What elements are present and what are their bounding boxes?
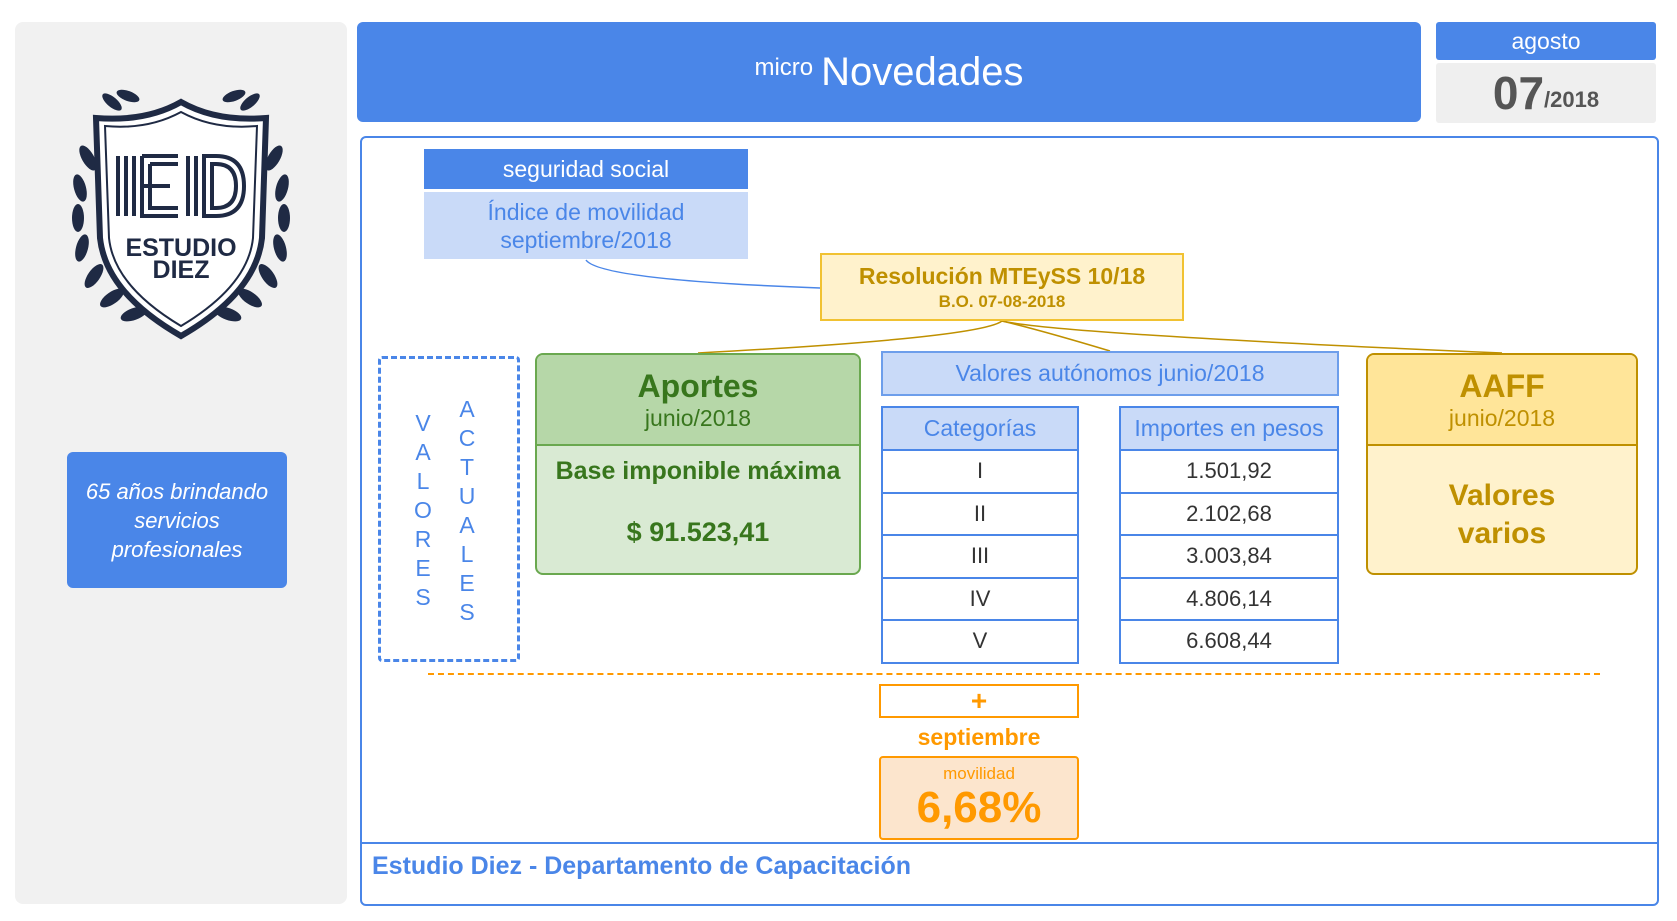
aaff-subtitle: junio/2018 <box>1448 404 1556 431</box>
letter: U <box>458 483 476 509</box>
letter: L <box>416 468 430 494</box>
actuales-vertical-text <box>452 395 482 627</box>
importe-cell: 2.102,68 <box>1120 493 1338 536</box>
table-row <box>882 620 1078 663</box>
aaff-line1: Valores <box>1448 479 1556 512</box>
importe-cell: 4.806,14 <box>1120 578 1338 621</box>
resolucion-subtitle: B.O. 07-08-2018 <box>938 291 1066 311</box>
letter: L <box>460 541 474 567</box>
letter: A <box>459 512 475 538</box>
categoria-cell: IV <box>882 578 1078 621</box>
column-header-importes: Importes en pesos <box>1120 407 1338 450</box>
table-row <box>882 450 1078 493</box>
autonomos-title: Valores autónomos junio/2018 <box>881 351 1339 396</box>
importe-cell: 6.608,44 <box>1120 620 1338 663</box>
categorias-table <box>881 406 1079 664</box>
date-box <box>1436 63 1656 123</box>
table-row <box>882 493 1078 536</box>
categoria-cell: I <box>882 450 1078 493</box>
letter: S <box>415 584 431 610</box>
footer-text: Estudio Diez - Departamento de Capacitación <box>372 852 911 880</box>
tagline-badge: 65 años brindando servicios profesionales <box>67 452 287 588</box>
header-micro: micro <box>754 53 814 81</box>
letter: A <box>415 439 431 465</box>
indice-line2: septiembre/2018 <box>500 226 672 253</box>
importe-cell: 3.003,84 <box>1120 535 1338 578</box>
logo-name-line1: ESTUDIO <box>125 234 237 262</box>
resolucion-box <box>820 253 1184 321</box>
movilidad-value: 6,68% <box>916 783 1042 832</box>
letter: E <box>459 570 475 596</box>
date-year: /2018 <box>1544 87 1600 112</box>
letter: S <box>459 599 475 625</box>
movilidad-box <box>879 756 1079 840</box>
categoria-cell: V <box>882 620 1078 663</box>
aaff-line2: varios <box>1457 517 1547 550</box>
categoria-cell: II <box>882 493 1078 536</box>
date-month: agosto <box>1436 22 1656 60</box>
resolucion-title: Resolución MTEySS 10/18 <box>858 262 1146 289</box>
shield-laurel-icon <box>66 88 296 348</box>
aportes-title: Aportes <box>637 367 759 404</box>
header-banner <box>357 22 1421 122</box>
base-imponible-value: $ 91.523,41 <box>626 517 770 547</box>
aaff-header <box>1368 355 1636 446</box>
letter: O <box>414 497 432 523</box>
aportes-header <box>537 355 859 446</box>
letter: V <box>415 410 431 436</box>
indice-movilidad-box <box>424 192 748 259</box>
estudio-diez-logo <box>66 88 296 348</box>
table-row <box>882 578 1078 621</box>
aaff-body <box>1368 477 1636 553</box>
letter: C <box>458 425 476 451</box>
logo-name-line2: DIEZ <box>152 256 210 284</box>
categoria-cell: III <box>882 535 1078 578</box>
movilidad-label: movilidad <box>943 764 1015 783</box>
importe-cell: 1.501,92 <box>1120 450 1338 493</box>
aportes-subtitle: junio/2018 <box>644 404 752 431</box>
letter: E <box>415 555 431 581</box>
table-row <box>1120 450 1338 493</box>
table-row <box>882 535 1078 578</box>
seguridad-social-label: seguridad social <box>424 149 748 189</box>
aportes-card <box>535 353 861 575</box>
letter: R <box>414 526 432 552</box>
table-row <box>1120 535 1338 578</box>
movilidad-month: septiembre <box>917 724 1041 750</box>
importes-table <box>1119 406 1339 664</box>
letter: T <box>459 454 475 480</box>
plus-badge: + <box>879 684 1079 718</box>
base-imponible-label: Base imponible máxima <box>555 457 841 485</box>
valores-vertical-text <box>408 409 438 612</box>
dashed-divider <box>428 673 1600 675</box>
table-row <box>1120 578 1338 621</box>
aaff-title: AAFF <box>1459 367 1545 404</box>
column-header-categorias: Categorías <box>882 407 1078 450</box>
valores-actuales-box <box>378 356 520 662</box>
letter: A <box>459 396 475 422</box>
table-row <box>1120 493 1338 536</box>
page-title: Novedades <box>821 49 1024 94</box>
indice-line1: Índice de movilidad <box>487 198 685 225</box>
aaff-card <box>1366 353 1638 575</box>
footer-divider <box>362 842 1657 844</box>
date-day: 07 <box>1492 67 1545 119</box>
table-row <box>1120 620 1338 663</box>
